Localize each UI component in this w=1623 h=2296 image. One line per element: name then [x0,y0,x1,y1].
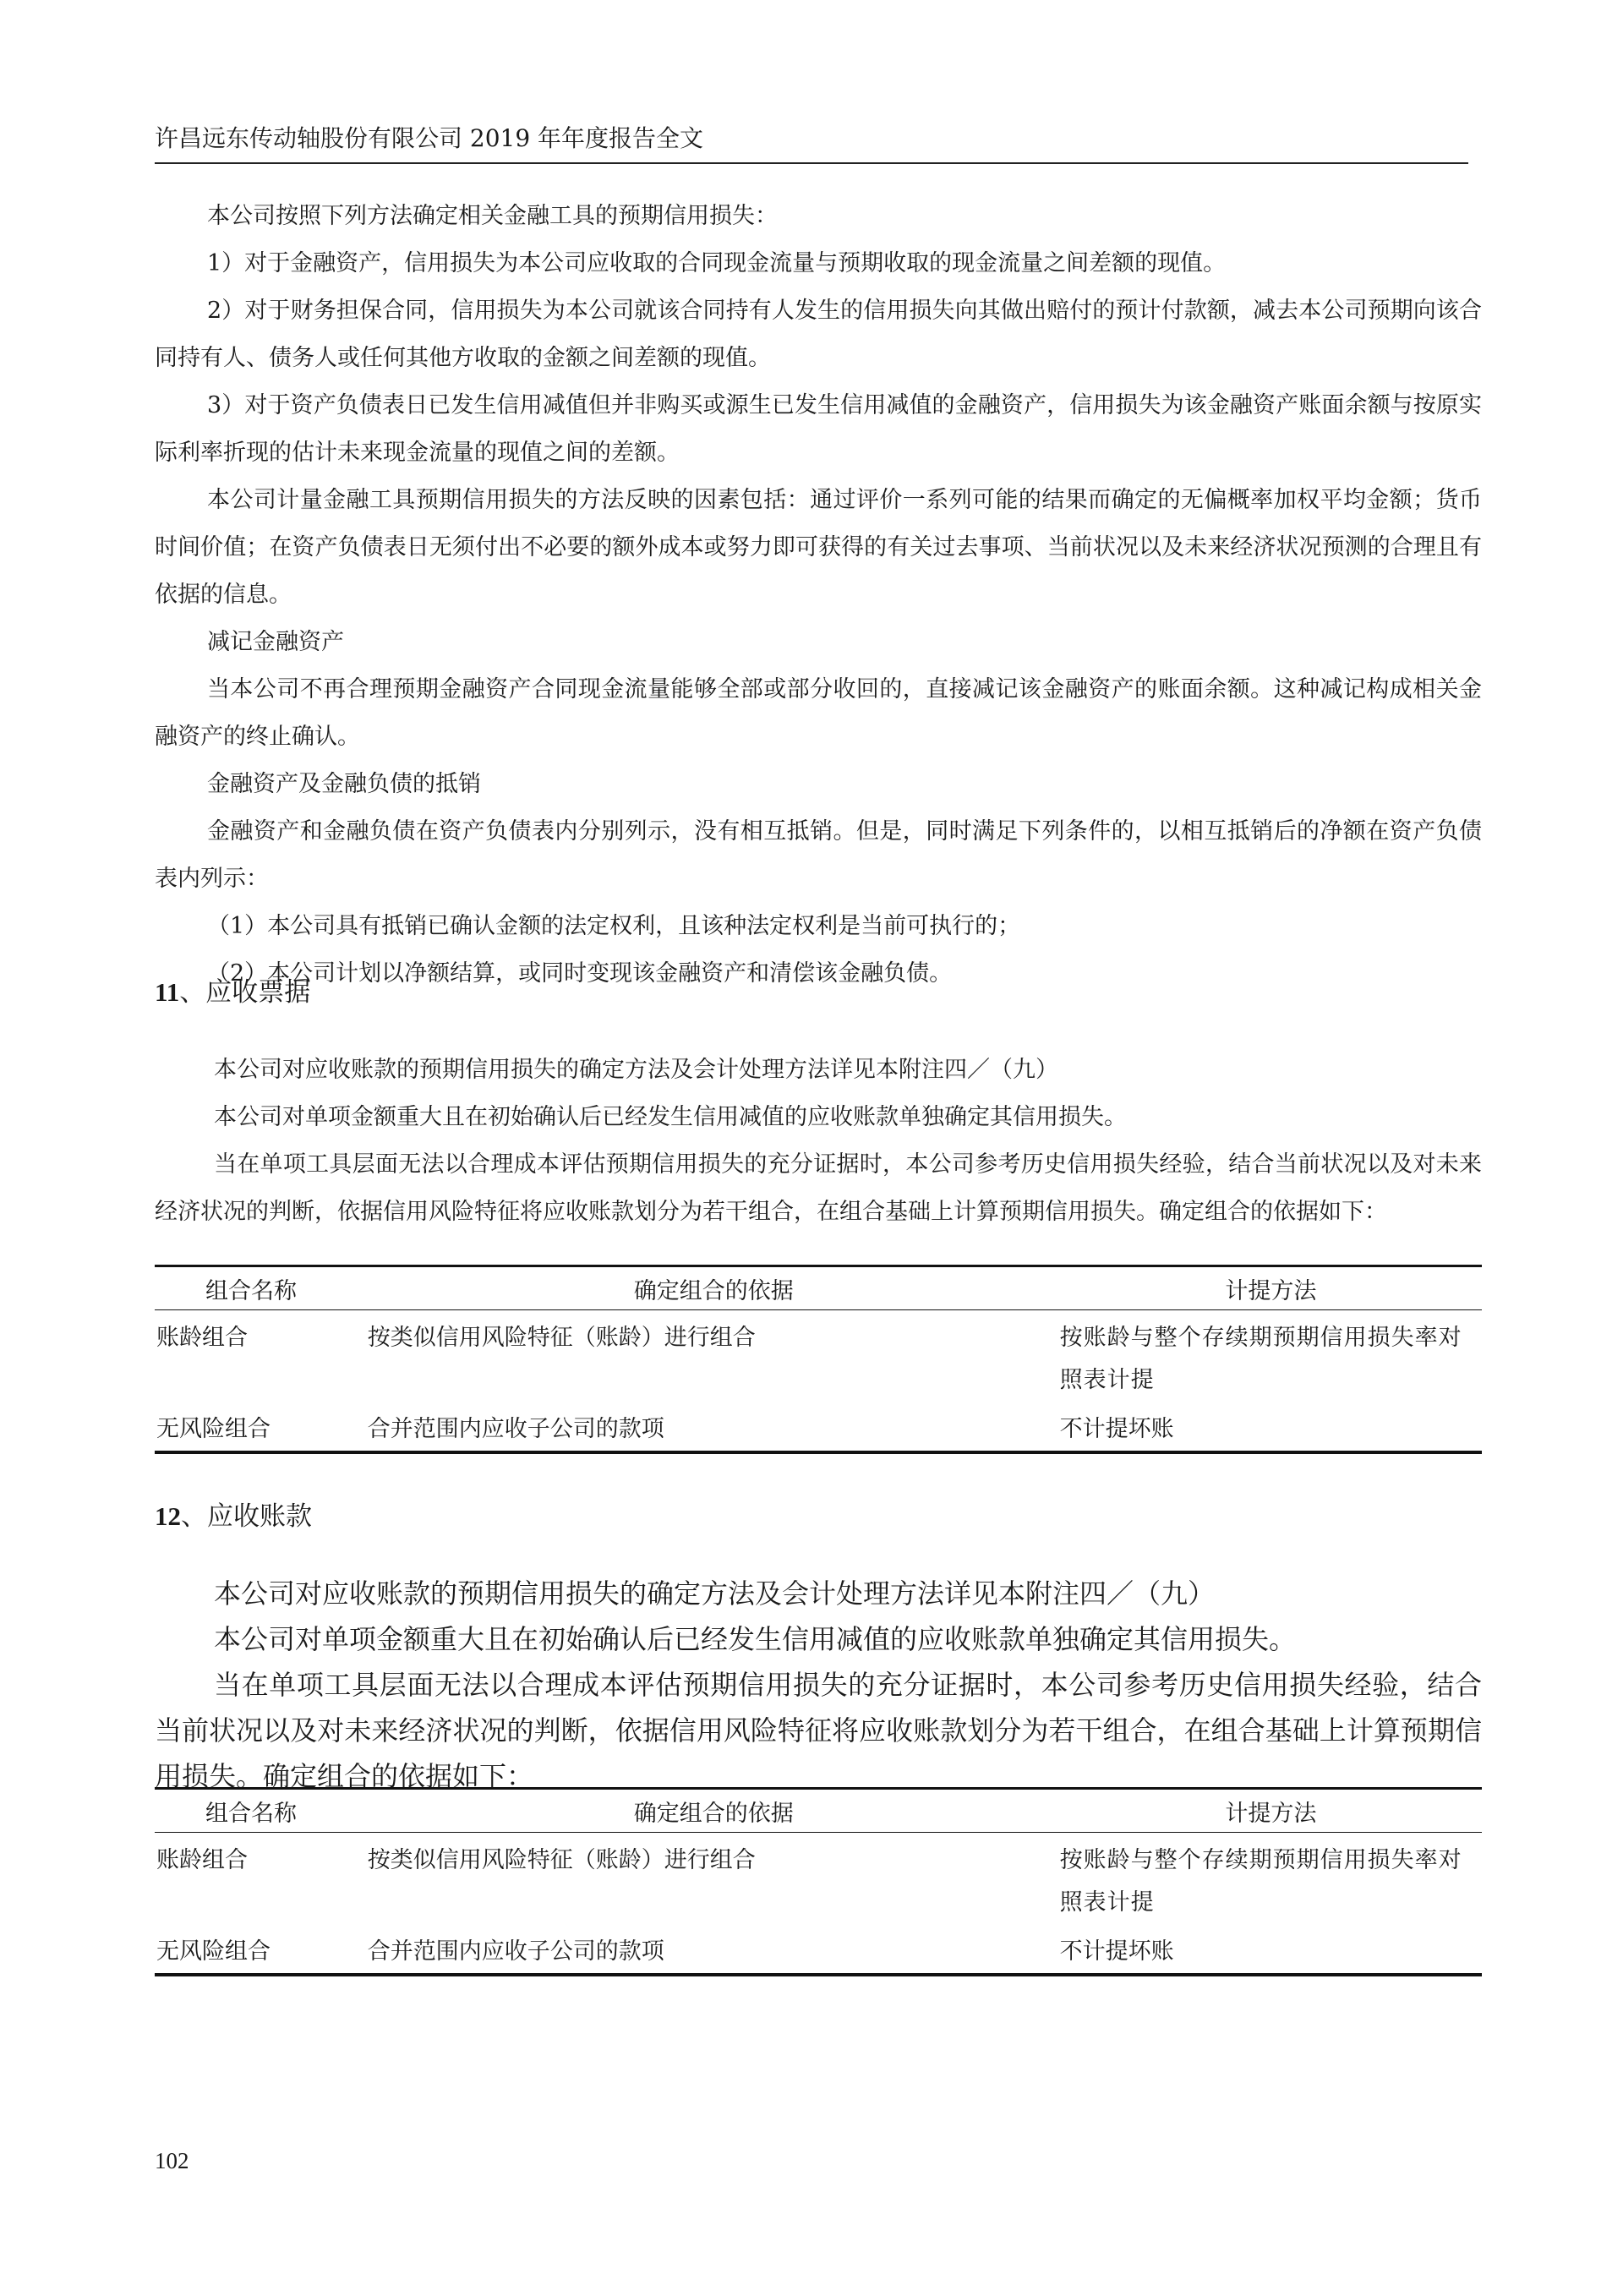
table-cell: 不计提坏账 [1060,1402,1482,1452]
section-heading-12 [155,1495,312,1533]
table-cell: 不计提坏账 [1060,1924,1482,1975]
table-row [155,1833,1482,1925]
table-cell: 合并范围内应收子公司的款项 [368,1924,1060,1975]
page-number: 102 [155,2148,189,2173]
paragraph: 当在单项工具层面无法以合理成本评估预期信用损失的充分证据时，本公司参考历史信用损失经验，结合当前状况以及对未来经济状况的判断，依据信用风险特征将应收账款划分为若干组合，在组合基础上计算预期信用损失。确定组合的依据如下： [155,1151,1482,1225]
table-cell: 无风险组合 [155,1924,368,1975]
column-header: 组合名称 [155,1266,368,1310]
table-cell: 按类似信用风险特征（账龄）进行组合 [367,1847,756,1873]
section-11-body [155,1047,1482,1236]
intro-section [155,193,1482,998]
paragraph: 本公司按照下列方法确定相关金融工具的预期信用损失： [207,203,778,229]
table-cell: 合并范围内应收子公司的款项 [368,1402,1060,1452]
paragraph: 1）对于金融资产，信用损失为本公司应收取的合同现金流量与预期收取的现金流量之间差额的现值。 [207,250,1227,276]
section-12-body [155,1571,1482,1799]
portfolio-table-11 [155,1265,1482,1454]
table-header-row [155,1789,1482,1833]
paragraph: 本公司对单项金额重大且在初始确认后已经发生信用减值的应收账款单独确定其信用损失。 [214,1623,1297,1655]
table-row [155,1402,1482,1452]
list-item: （1）本公司具有抵销已确认金额的法定权利，且该种法定权利是当前可执行的； [207,913,1021,939]
table-cell: 按类似信用风险特征（账龄）进行组合 [367,1325,756,1351]
table-cell: 无风险组合 [155,1402,368,1452]
column-header: 计提方法 [1060,1789,1482,1833]
paragraph: 本公司对单项金额重大且在初始确认后已经发生信用减值的应收账款单独确定其信用损失。 [214,1104,1127,1130]
section-title: 、应收账款 [181,1501,312,1532]
table-cell: 按账龄与整个存续期预期信用损失率对照表计提 [1059,1847,1462,1916]
column-header: 确定组合的依据 [368,1789,1060,1833]
section-number: 11 [155,977,180,1007]
table-header-row [155,1266,1482,1310]
section-title: 、应收票据 [179,977,311,1008]
table-cell: 按账龄与整个存续期预期信用损失率对照表计提 [1059,1325,1462,1393]
table-cell: 账龄组合 [156,1325,248,1351]
column-header: 组合名称 [155,1789,368,1833]
paragraph: 3）对于资产负债表日已发生信用减值但并非购买或源生已发生信用减值的金融资产，信用损失为该金融资产账面余额与按原实际利率折现的估计未来现金流量的现值之间的差额。 [155,392,1482,466]
paragraph: 本公司对应收账款的预期信用损失的确定方法及会计处理方法详见本附注四／（九） [214,1057,1058,1083]
portfolio-table-12 [155,1787,1482,1976]
column-header: 确定组合的依据 [368,1266,1060,1310]
subheading: 金融资产及金融负债的抵销 [207,771,481,797]
paragraph: 当本公司不再合理预期金融资产合同现金流量能够全部或部分收回的，直接减记该金融资产的账面余额。这种减记构成相关金融资产的终止确认。 [155,676,1482,750]
column-header: 计提方法 [1060,1266,1482,1310]
paragraph: 本公司对应收账款的预期信用损失的确定方法及会计处理方法详见本附注四／（九） [214,1577,1216,1610]
header-rule [155,162,1468,164]
paragraph: 金融资产和金融负债在资产负债表内分别列示，没有相互抵销。但是，同时满足下列条件的，以相互抵销后的净额在资产负债表内列示： [155,818,1482,892]
subheading: 减记金融资产 [207,629,344,655]
section-heading-11 [155,970,310,1009]
paragraph: 本公司计量金融工具预期信用损失的方法反映的因素包括：通过评价一系列可能的结果而确定的无偏概率加权平均金额；货币时间价值；在资产负债表日无须付出不必要的额外成本或努力即可获得的有关过去事项、当前状况以及未来经济状况预测的合理且有依据的信息。 [155,487,1482,608]
list-item: （2）本公司计划以净额结算，或同时变现该金融资产和清偿该金融负债。 [207,960,953,987]
table-cell: 账龄组合 [156,1847,248,1873]
report-header: 许昌远东传动轴股份有限公司 2019 年年度报告全文 [155,124,704,152]
paragraph: 2）对于财务担保合同，信用损失为本公司就该合同持有人发生的信用损失向其做出赔付的预计付款额，减去本公司预期向该合同持有人、债务人或任何其他方收取的金额之间差额的现值。 [155,298,1482,371]
table-row [155,1924,1482,1975]
paragraph: 当在单项工具层面无法以合理成本评估预期信用损失的充分证据时，本公司参考历史信用损失经验，结合当前状况以及对未来经济状况的判断，依据信用风险特征将应收账款划分为若干组合，在组合基础上计算预期信用损失。确定组合的依据如下： [155,1669,1482,1792]
table-row [155,1310,1482,1402]
section-number: 12 [155,1501,181,1531]
